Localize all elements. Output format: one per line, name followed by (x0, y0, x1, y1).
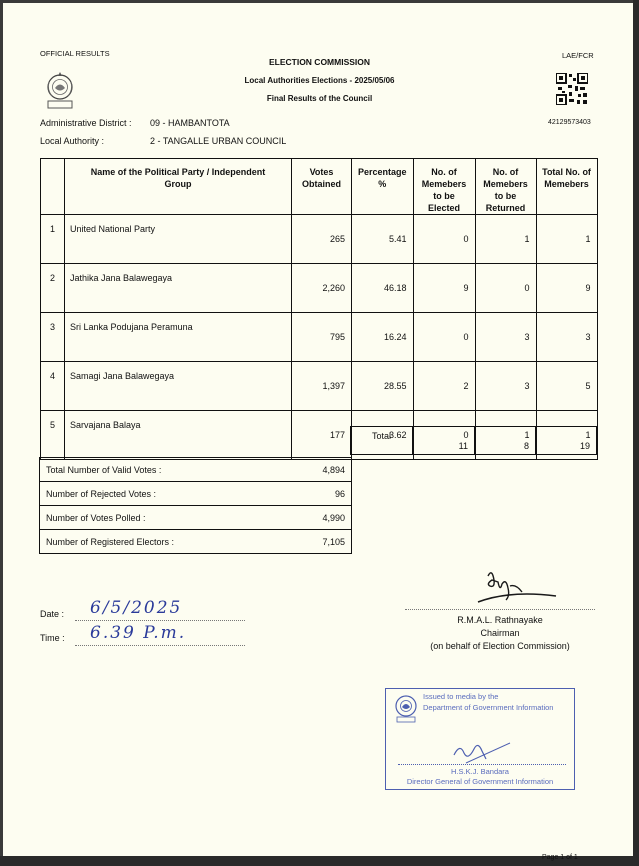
row-number: 1 (41, 215, 65, 264)
summary-label: Number of Rejected Votes : (40, 482, 300, 506)
official-results-label: OFFICIAL RESULTS (40, 49, 110, 58)
summary-label: Number of Votes Polled : (40, 506, 300, 530)
percentage-cell: 5.41 (352, 215, 414, 264)
elected-cell: 9 (413, 264, 475, 313)
percentage-cell: 16.24 (352, 313, 414, 362)
returned-cell: 3 (475, 313, 536, 362)
signature-line (405, 609, 595, 610)
col-votes-header: Votes Obtained (292, 159, 352, 215)
col-returned-header: No. of Memebers to be Returned (475, 159, 536, 215)
district-value: 09 - HAMBANTOTA (150, 118, 230, 128)
table-row (41, 313, 598, 362)
total-cell: 1 (536, 411, 597, 460)
col-elected-header: No. of Memebers to be Elected (413, 159, 475, 215)
results-subtitle: Final Results of the Council (266, 94, 373, 103)
returned-cell: 1 (475, 411, 536, 460)
scan-border-right (633, 0, 639, 866)
row-number: 4 (41, 362, 65, 411)
authority-label: Local Authority : (40, 136, 105, 146)
returned-cell: 1 (475, 215, 536, 264)
col-party-header: Name of the Political Party / Independent Group (65, 159, 292, 215)
table-row (41, 264, 598, 313)
stamp-line-2: Department of Government Information (423, 703, 554, 712)
page-title: ELECTION COMMISSION (268, 57, 371, 67)
party-name: Sri Lanka Podujana Peramuna (65, 313, 292, 362)
chairman-signature-icon (470, 566, 560, 610)
date-label: Date : (40, 609, 65, 619)
signatory-role: Chairman (480, 628, 520, 638)
results-table (40, 158, 598, 460)
total-cell: 3 (536, 313, 597, 362)
time-value: 6.39 P.m. (90, 623, 187, 643)
total-cell: 1 (536, 215, 597, 264)
summary-row (40, 458, 352, 482)
row-number: 5 (41, 411, 65, 460)
summary-label: Number of Registered Electors : (40, 530, 300, 554)
document-number: 42129573403 (548, 119, 591, 126)
elected-cell: 0 (413, 313, 475, 362)
summary-value: 7,105 (300, 530, 352, 554)
qr-code-icon (556, 73, 588, 105)
col-percentage-header: Percentage % (352, 159, 414, 215)
government-information-stamp (385, 688, 575, 790)
elected-cell: 0 (413, 411, 475, 460)
vote-summary-table (39, 457, 352, 554)
stamp-signature-icon (446, 737, 516, 767)
percentage-cell: 46.18 (352, 264, 414, 313)
scan-border-left (0, 0, 3, 866)
table-row (41, 362, 598, 411)
totals-total: 19 (536, 427, 597, 455)
summary-value: 96 (300, 482, 352, 506)
party-name: United National Party (65, 215, 292, 264)
summary-value: 4,894 (300, 458, 352, 482)
summary-row (40, 482, 352, 506)
col-total-header: Total No. of Memebers (536, 159, 597, 215)
col-number-header (41, 159, 65, 215)
percentage-cell: 28.55 (352, 362, 414, 411)
total-cell: 9 (536, 264, 597, 313)
table-header-row (41, 159, 598, 215)
date-line (75, 620, 245, 621)
form-code: LAE/FCR (562, 51, 594, 60)
scan-border-top (0, 0, 639, 3)
summary-row (40, 530, 352, 554)
row-number: 2 (41, 264, 65, 313)
page-number: Page 1 of 1 (542, 854, 578, 861)
authority-value: 2 - TANGALLE URBAN COUNCIL (150, 136, 287, 146)
election-subtitle: Local Authorities Elections - 2025/05/06 (244, 76, 395, 85)
votes-cell: 1,397 (292, 362, 352, 411)
totals-returned: 8 (475, 427, 536, 455)
row-number: 3 (41, 313, 65, 362)
summary-row (40, 506, 352, 530)
totals-table (350, 426, 597, 455)
totals-elected: 11 (413, 427, 475, 455)
votes-cell: 2,260 (292, 264, 352, 313)
table-row (41, 215, 598, 264)
party-name: Jathika Jana Balawegaya (65, 264, 292, 313)
stamp-signature-line (398, 764, 566, 765)
percentage-cell: 3.62 (352, 411, 414, 460)
summary-label: Total Number of Valid Votes : (40, 458, 300, 482)
party-name: Samagi Jana Balawegaya (65, 362, 292, 411)
returned-cell: 0 (475, 264, 536, 313)
summary-value: 4,990 (300, 506, 352, 530)
signatory-name: R.M.A.L. Rathnayake (457, 615, 543, 625)
date-value: 6/5/2025 (90, 598, 183, 618)
votes-cell: 795 (292, 313, 352, 362)
time-label: Time : (40, 633, 65, 643)
signatory-on-behalf: (on behalf of Election Commission) (430, 641, 570, 651)
elected-cell: 0 (413, 215, 475, 264)
stamp-signatory-name: H.S.K.J. Bandara (451, 767, 509, 776)
stamp-signatory-role: Director General of Government Information (406, 777, 554, 786)
votes-cell: 265 (292, 215, 352, 264)
total-cell: 5 (536, 362, 597, 411)
stamp-line-1: Issued to media by the (423, 692, 499, 701)
stamp-emblem-icon (393, 693, 419, 723)
returned-cell: 3 (475, 362, 536, 411)
district-label: Administrative District : (40, 118, 132, 128)
totals-label: Total (351, 427, 413, 455)
votes-cell: 177 (292, 411, 352, 460)
emblem-icon (45, 68, 75, 110)
elected-cell: 2 (413, 362, 475, 411)
time-line (75, 645, 245, 646)
party-name: Sarvajana Balaya (65, 411, 292, 460)
